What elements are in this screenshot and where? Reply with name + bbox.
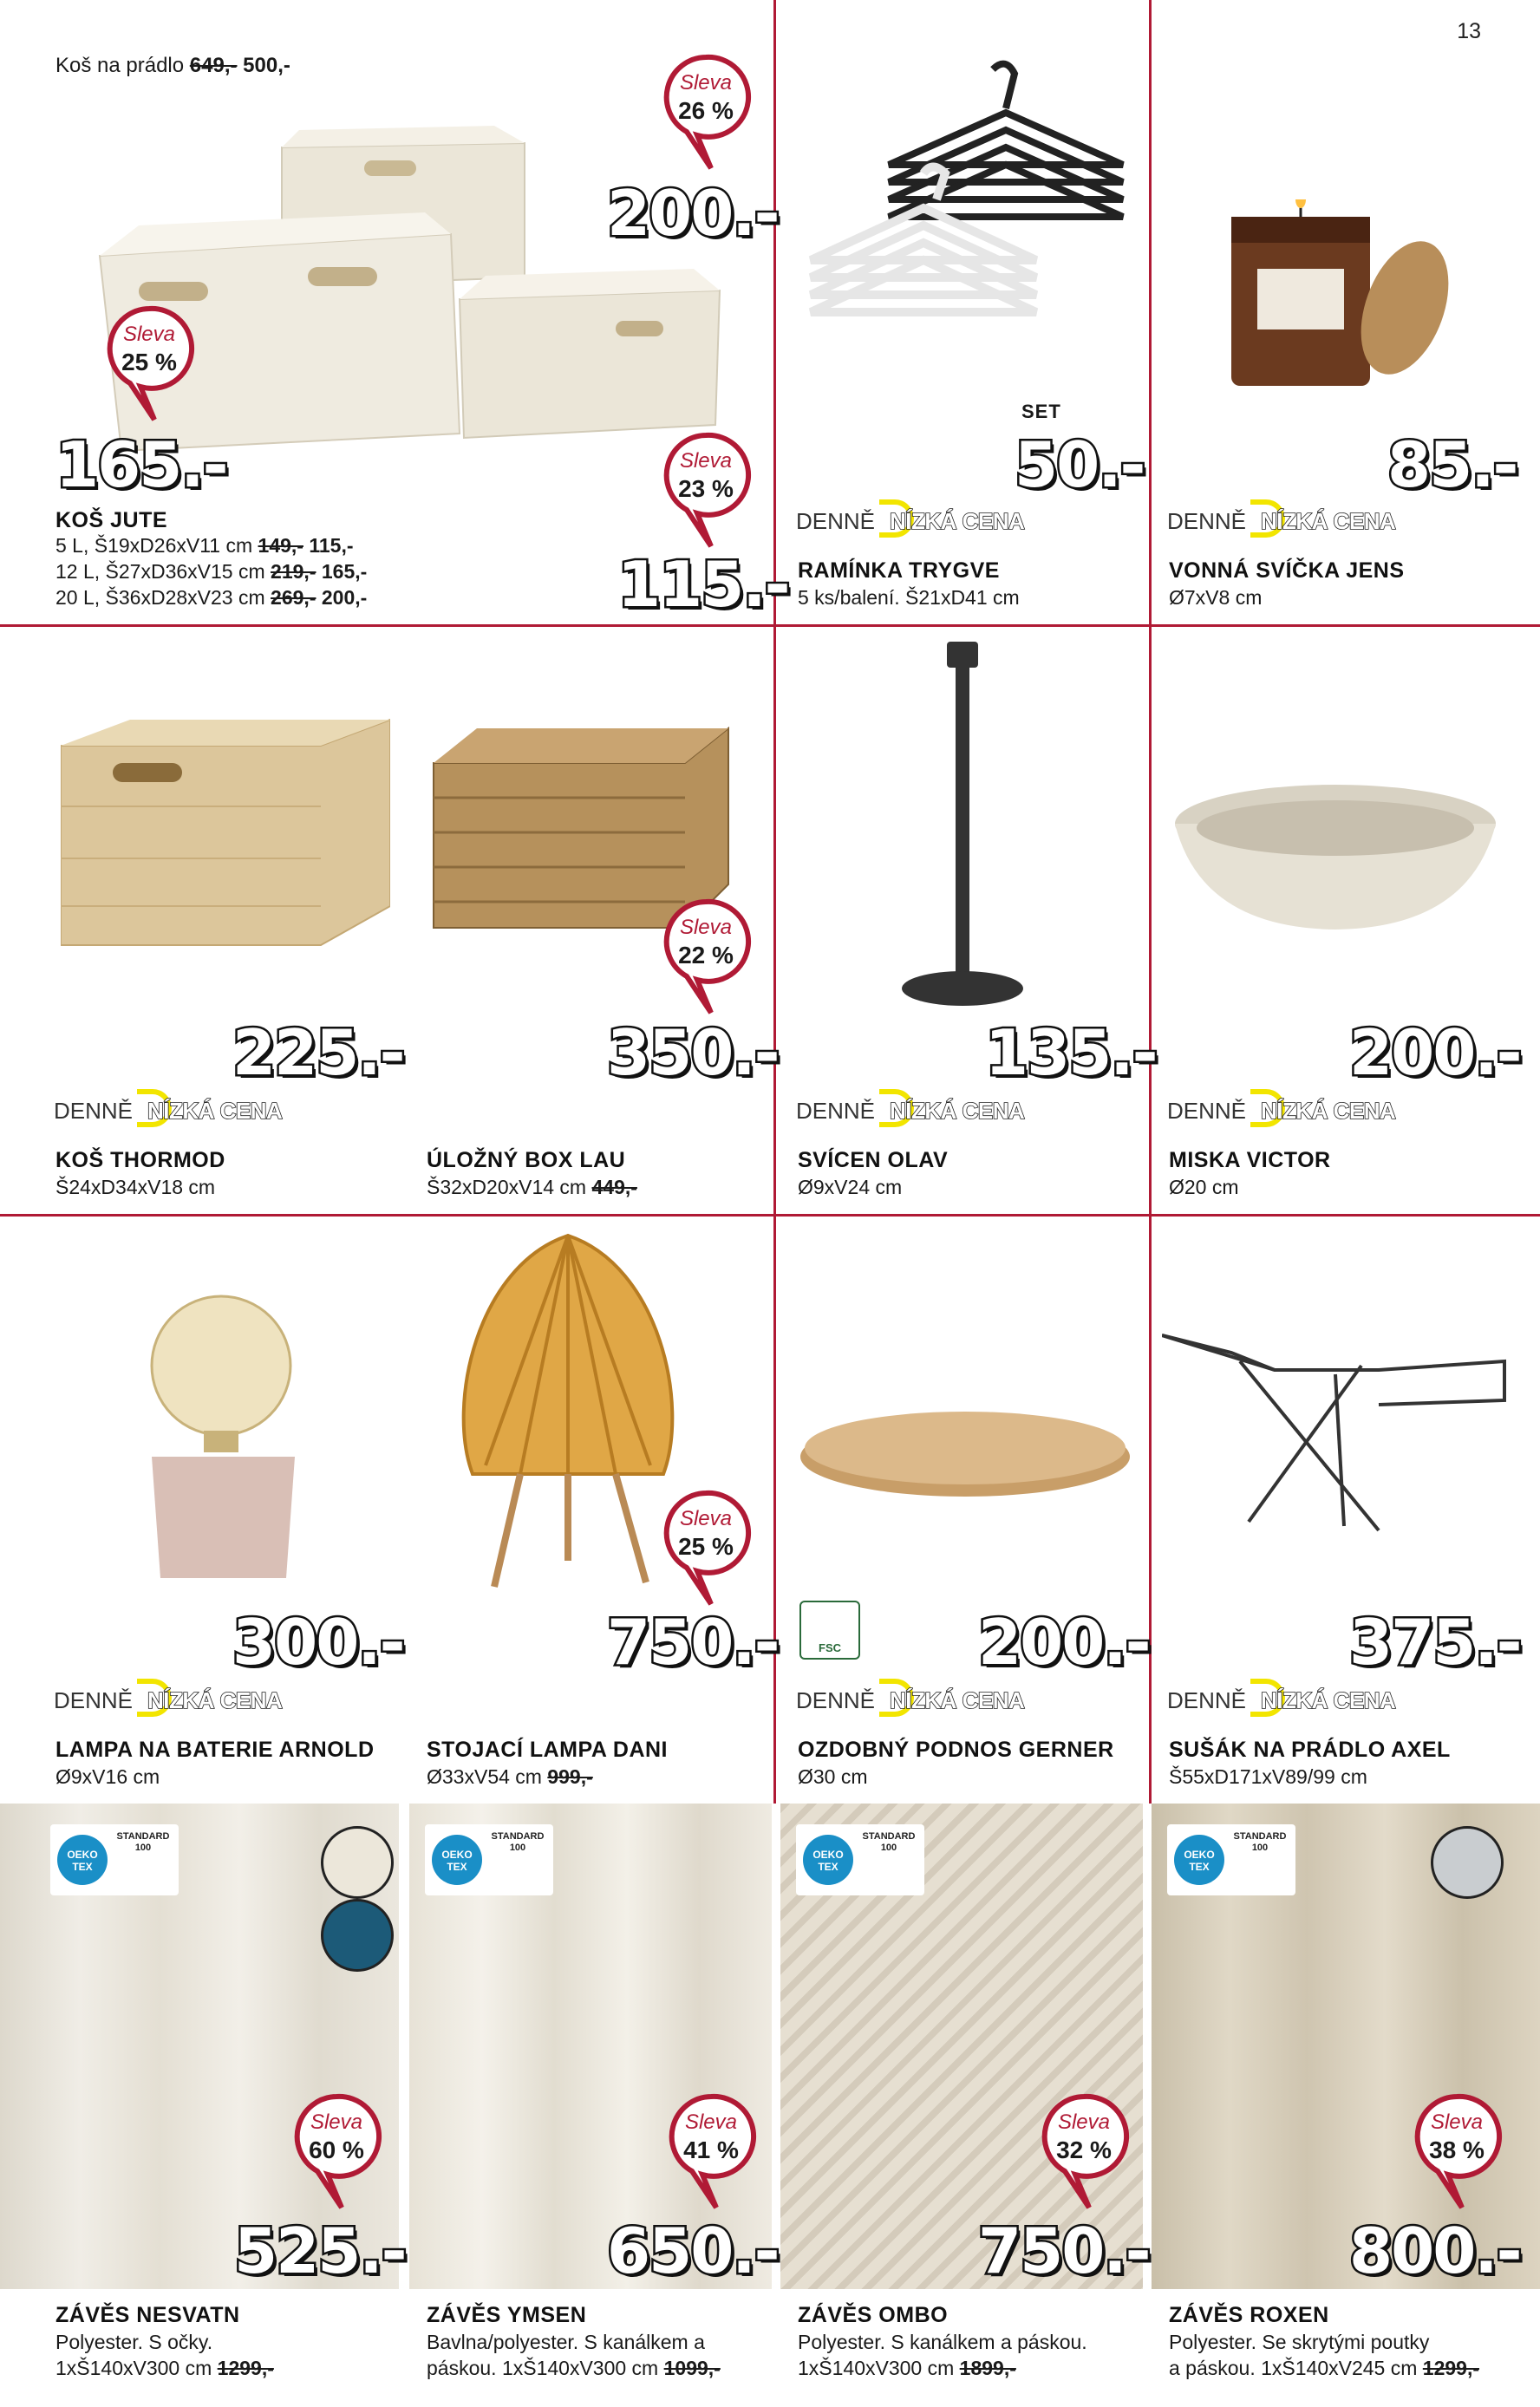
laundry-basket-note: Koš na prádlo 649,- 500,-: [55, 54, 290, 77]
discount-badge: Sleva 60 %: [293, 2093, 390, 2215]
price-curtain-ombo: 750.-: [978, 2215, 1150, 2287]
candle-image: [1214, 199, 1457, 390]
product-name: KOŠ JUTE: [55, 508, 168, 532]
price-bowl: 200.-: [1349, 1016, 1521, 1089]
color-swatch-grey[interactable]: [1431, 1826, 1504, 1899]
price-wooden-box: 225.-: [232, 1016, 404, 1089]
discount-badge: Sleva 25 %: [106, 305, 203, 427]
product-desc: Ø20 cm: [1169, 1176, 1239, 1198]
discount-badge: Sleva 23 %: [662, 432, 760, 553]
product-desc: Š24xD34xV18 cm: [55, 1176, 216, 1198]
hangers-image: [793, 52, 1140, 399]
product-desc: Bavlna/polyester. S kanálkem a páskou. 1xŠ140xV300 cm 1099,-: [427, 2331, 721, 2379]
oeko-tex-label: OEKO TEX STANDARD 100: [50, 1824, 179, 1895]
price-curtain-nesvatn: 525.-: [234, 2215, 406, 2287]
product-name: RAMÍNKA TRYGVE: [798, 558, 1000, 583]
price-hangers: 50.-: [1015, 428, 1145, 501]
price-jute-basket: 165.-: [55, 428, 227, 501]
wooden-box-image: [61, 711, 390, 954]
grid-line: [0, 624, 1540, 627]
bowl-image: [1166, 780, 1504, 936]
product-name: VONNÁ SVÍČKA JENS: [1169, 558, 1405, 583]
oeko-tex-label: OEKO TEX STANDARD 100: [425, 1824, 553, 1895]
product-desc: Ø30 cm: [798, 1765, 868, 1788]
daily-low-price-logo: DENNĚ NÍZKÁ CENA: [796, 1089, 1056, 1127]
grid-line: [773, 0, 776, 1804]
product-desc: Polyester. Se skrytými poutky a páskou. 1xŠ140xV245 cm 1299,-: [1169, 2331, 1480, 2379]
product-name: LAMPA NA BATERIE ARNOLD: [55, 1738, 375, 1762]
price-table-lamp: 300.-: [232, 1606, 404, 1679]
price-candle: 85.-: [1387, 428, 1517, 501]
product-desc: Š55xD171xV89/99 cm: [1169, 1765, 1367, 1788]
daily-low-price-logo: DENNĚ NÍZKÁ CENA: [1167, 1679, 1427, 1717]
candle-holder-image: [893, 642, 1032, 1023]
product-desc: Ø33xV54 cm 999,-: [427, 1765, 593, 1788]
grid-line: [1149, 0, 1152, 1804]
daily-low-price-logo: DENNĚ NÍZKÁ CENA: [1167, 1089, 1427, 1127]
product-name: SUŠÁK NA PRÁDLO AXEL: [1169, 1738, 1451, 1762]
daily-low-price-logo: DENNĚ NÍZKÁ CENA: [1167, 499, 1427, 538]
price-laundry-basket: 200.-: [607, 177, 779, 250]
product-name: ZÁVĚS OMBO: [798, 2303, 949, 2327]
price-wicker-box: 350.-: [607, 1016, 779, 1089]
oeko-tex-label: OEKO TEX STANDARD 100: [796, 1824, 924, 1895]
product-name: OZDOBNÝ PODNOS GERNER: [798, 1738, 1114, 1762]
price-floor-lamp: 750.-: [607, 1606, 779, 1679]
grid-line: [0, 1214, 1540, 1217]
drying-rack-image: [1162, 1327, 1509, 1543]
product-name: ZÁVĚS YMSEN: [427, 2303, 587, 2327]
product-desc: Ø9xV16 cm: [55, 1765, 160, 1788]
fsc-logo: FSC: [799, 1601, 860, 1660]
daily-low-price-logo: DENNĚ NÍZKÁ CENA: [796, 1679, 1056, 1717]
tray-image: [796, 1396, 1134, 1500]
price-candle-holder: 135.-: [985, 1016, 1157, 1089]
oeko-tex-label: OEKO TEX STANDARD 100: [1167, 1824, 1295, 1895]
floor-lamp-image: [442, 1231, 694, 1595]
discount-badge: Sleva 32 %: [1041, 2093, 1138, 2215]
product-desc: Polyester. S kanálkem a páskou. 1xŠ140xV300 cm 1899,-: [798, 2331, 1087, 2379]
set-label: SET: [1021, 401, 1061, 422]
product-name: SVÍCEN OLAV: [798, 1148, 949, 1172]
product-desc: Š32xD20xV14 cm 449,-: [427, 1176, 637, 1198]
page-number: 13: [1457, 19, 1481, 43]
product-name: KOŠ THORMOD: [55, 1148, 225, 1172]
product-desc: Ø7xV8 cm: [1169, 586, 1263, 609]
price-curtain-ymsen: 650.-: [607, 2215, 779, 2287]
product-name: ZÁVĚS NESVATN: [55, 2303, 240, 2327]
discount-badge: Sleva 25 %: [662, 1490, 760, 1611]
discount-badge: Sleva 41 %: [668, 2093, 765, 2215]
discount-badge: Sleva 26 %: [662, 54, 760, 175]
price-curtain-roxen: 800.-: [1349, 2215, 1521, 2287]
discount-badge: Sleva 22 %: [662, 898, 760, 1020]
daily-low-price-logo: DENNĚ NÍZKÁ CENA: [54, 1679, 314, 1717]
price-tray: 200.-: [978, 1606, 1150, 1679]
daily-low-price-logo: DENNĚ NÍZKÁ CENA: [54, 1089, 314, 1127]
product-desc: 5 L, Š19xD26xV11 cm 149,- 115,- 12 L, Š27xD36xV15 cm 219,- 165,- 20 L, Š36xD28xV23 cm 269,- 200,-: [55, 534, 368, 609]
product-desc: 5 ks/balení. Š21xD41 cm: [798, 586, 1020, 609]
table-lamp-image: [139, 1292, 312, 1587]
color-swatch-blue[interactable]: [321, 1899, 394, 1972]
discount-badge: Sleva 38 %: [1413, 2093, 1511, 2215]
product-name: MISKA VICTOR: [1169, 1148, 1331, 1172]
product-desc: Polyester. S očky. 1xŠ140xV300 cm 1299,-: [55, 2331, 274, 2379]
product-name: ÚLOŽNÝ BOX LAU: [427, 1148, 626, 1172]
product-desc: Ø9xV24 cm: [798, 1176, 903, 1198]
product-name: ZÁVĚS ROXEN: [1169, 2303, 1329, 2327]
price-jute-basket-small: 115.-: [617, 548, 789, 621]
color-swatch-cream[interactable]: [321, 1826, 394, 1899]
product-name: STOJACÍ LAMPA DANI: [427, 1738, 668, 1762]
price-drying-rack: 375.-: [1349, 1606, 1521, 1679]
daily-low-price-logo: DENNĚ NÍZKÁ CENA: [796, 499, 1056, 538]
